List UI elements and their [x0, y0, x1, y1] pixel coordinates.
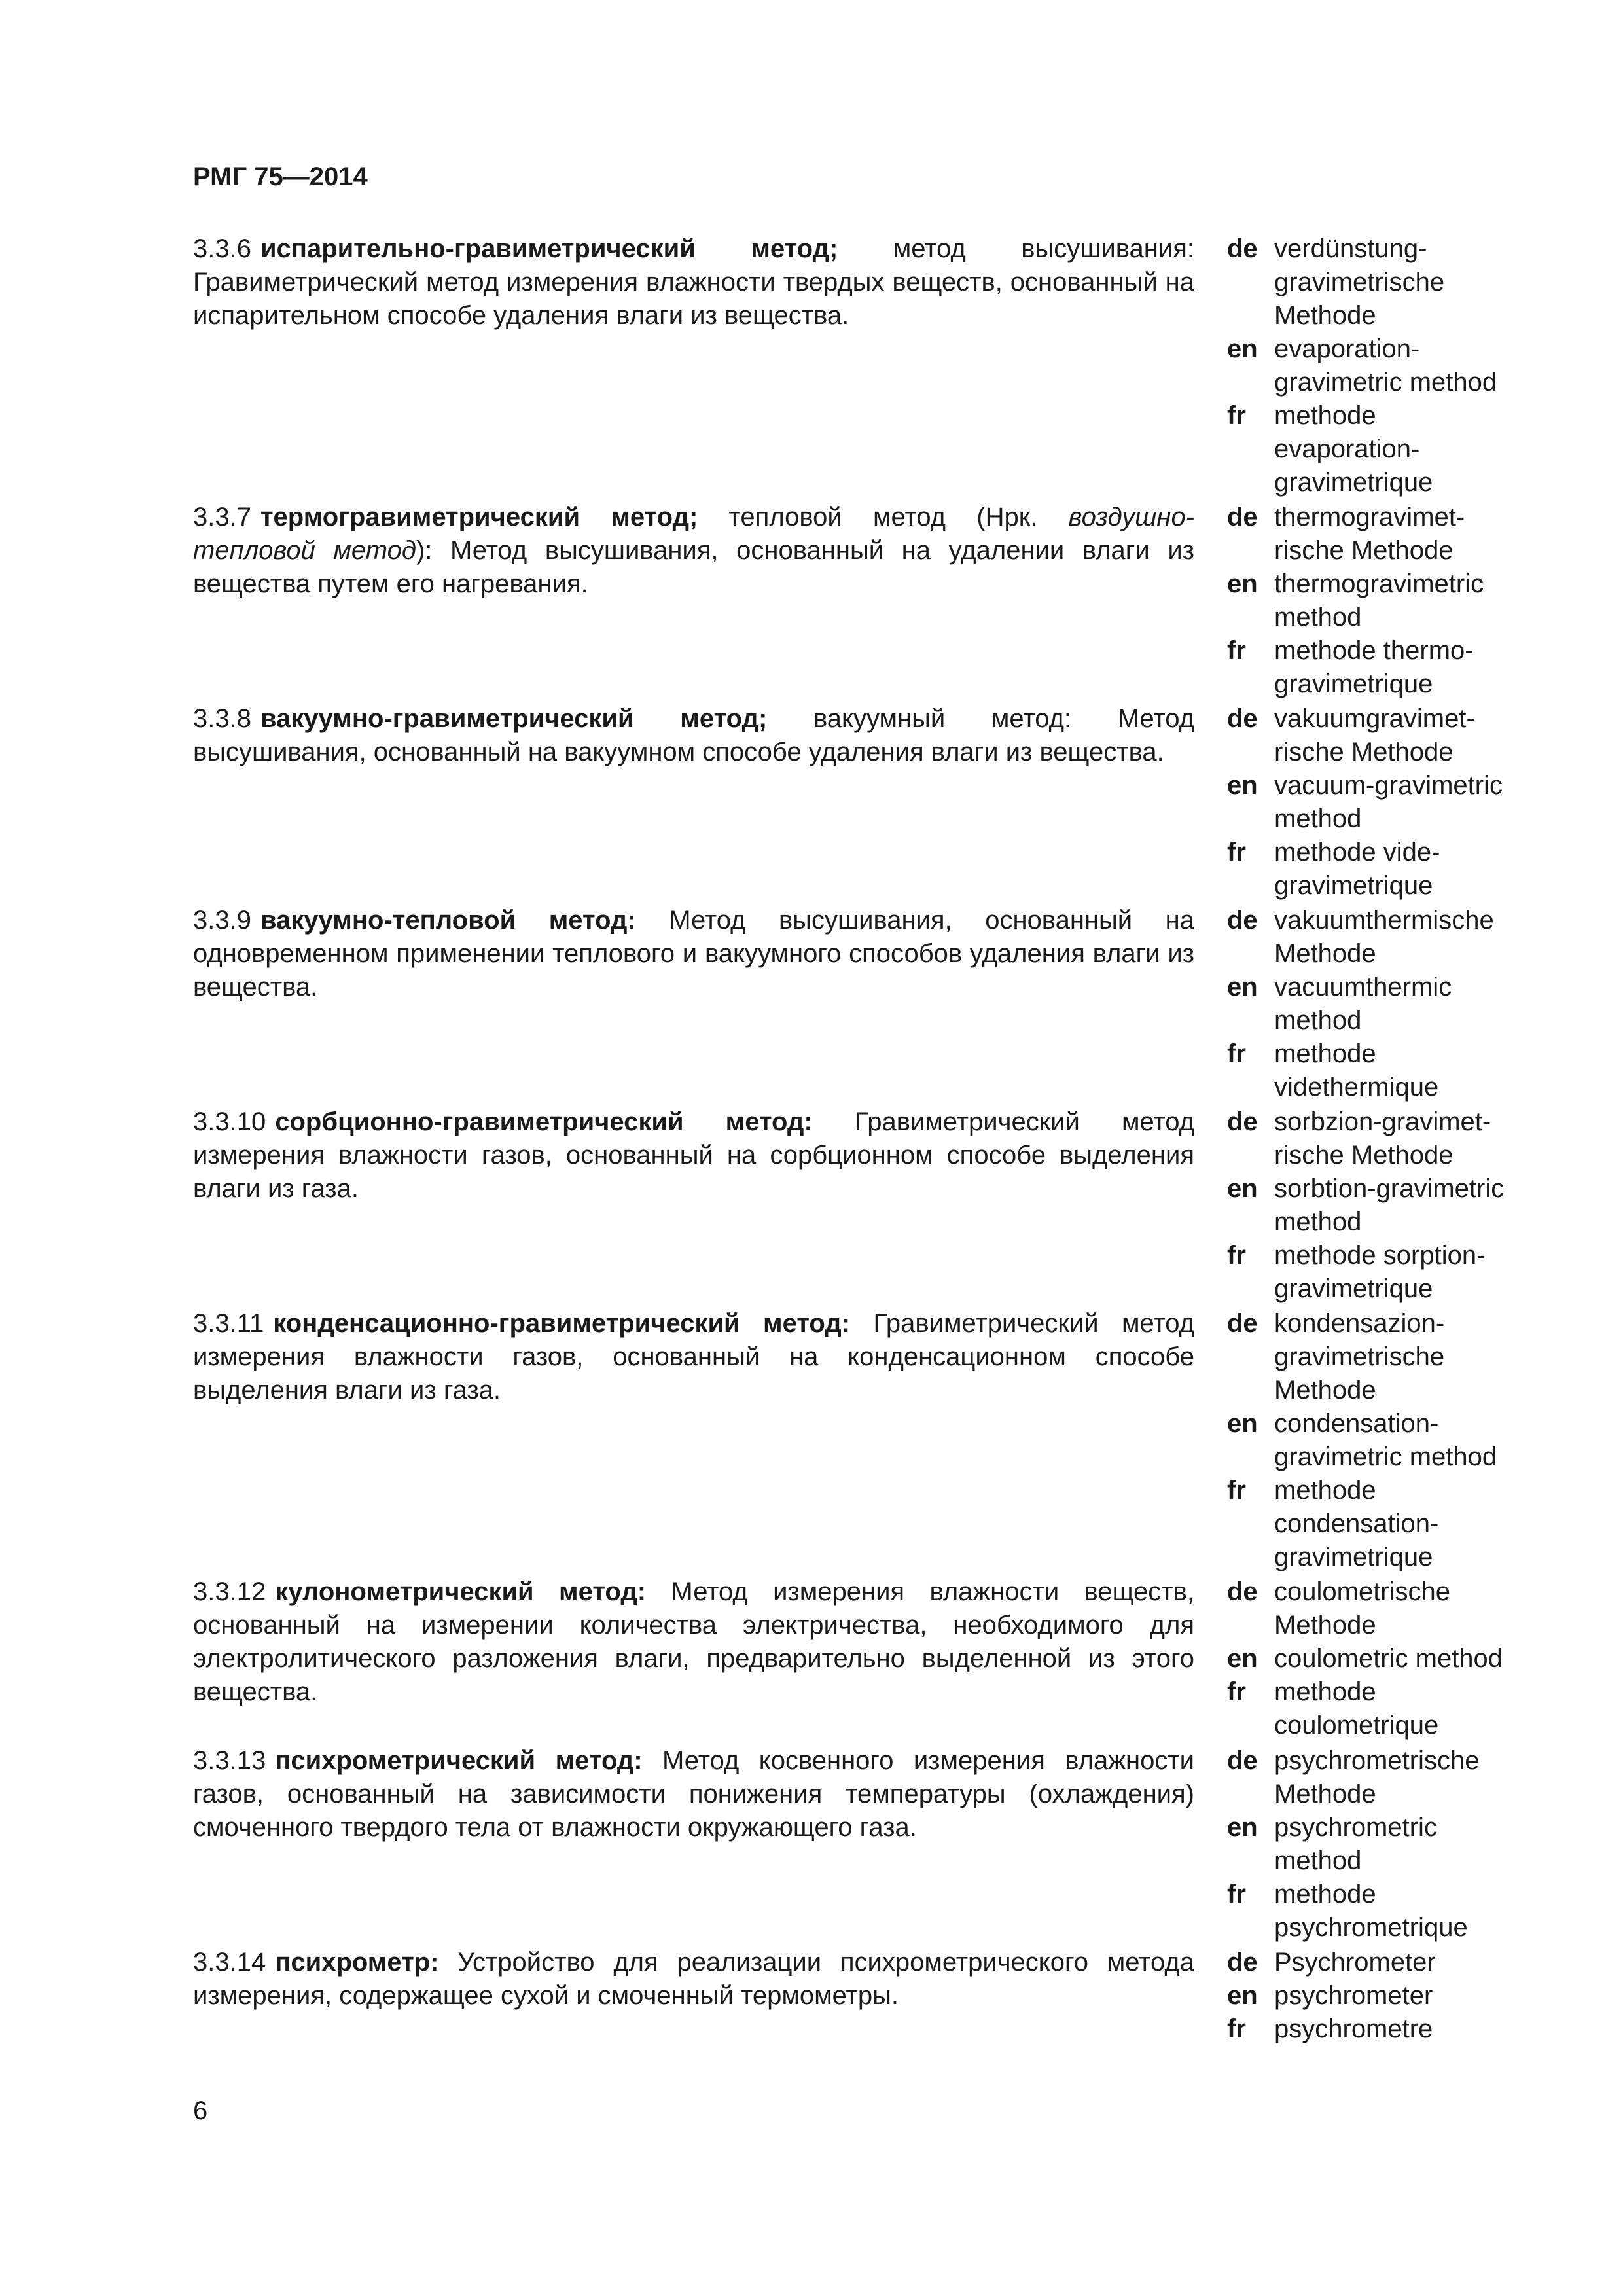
lang-code: en — [1227, 973, 1258, 1001]
lang-code: fr — [1227, 2015, 1246, 2043]
term-text: метод высушивания: Гравиметрический метод измерения влажности твердых веществ, основанный на испарительном способе удаления влаги из вещества. — [193, 234, 1194, 330]
lang-code: de — [1227, 1746, 1258, 1775]
language-equivalents — [1227, 1307, 1528, 1574]
lang-text: coulometric method — [1274, 1644, 1503, 1673]
lang-row-fr — [1227, 1676, 1528, 1742]
lang-text: psychrometer — [1274, 1981, 1433, 2010]
term-text: Метод высушивания, основанный на одновременном применении теплового и вакуумного способов удаления влаги из вещества. — [193, 906, 1194, 1001]
term-text: вакуумный метод: Метод высушивания, основанный на вакуумном способе удаления влаги из вещества. — [193, 704, 1194, 766]
entry-number: 3.3.9 — [193, 906, 251, 935]
lang-text: vakuumgravimet- rische Methode — [1274, 704, 1475, 766]
entry-number: 3.3.7 — [193, 503, 251, 531]
lang-row-en — [1227, 332, 1528, 399]
language-equivalents — [1227, 904, 1528, 1104]
lang-code: en — [1227, 334, 1258, 363]
term-title: кулонометрический метод: — [275, 1577, 647, 1606]
lang-code: en — [1227, 1644, 1258, 1673]
lang-text: psychrometrische Methode — [1274, 1746, 1480, 1808]
entry-number: 3.3.8 — [193, 704, 251, 733]
lang-row-de — [1227, 232, 1528, 332]
lang-row-en — [1227, 1979, 1528, 2013]
lang-code: de — [1227, 234, 1258, 263]
lang-code: en — [1227, 1813, 1258, 1842]
lang-code: en — [1227, 569, 1258, 598]
lang-row-en — [1227, 1811, 1528, 1878]
lang-text: sorbzion-gravimet- rische Methode — [1274, 1107, 1491, 1170]
term-title: сорбционно-гравиметрический метод: — [275, 1107, 813, 1136]
lang-text: thermogravimetric method — [1274, 569, 1484, 632]
lang-text: verdünstung- gravimetrische Methode — [1274, 234, 1445, 330]
lang-code: de — [1227, 704, 1258, 733]
lang-row-fr — [1227, 2013, 1528, 2046]
language-equivalents — [1227, 501, 1528, 701]
lang-row-de — [1227, 702, 1528, 769]
document-header: РМГ 75—2014 — [193, 162, 368, 191]
lang-text: vacuum-gravimetric method — [1274, 771, 1503, 833]
lang-text: psychrometre — [1274, 2015, 1433, 2043]
lang-text: vakuumthermische Methode — [1274, 906, 1494, 968]
term-text: Метод измерения влажности веществ, основанный на измерении количества электричества, необходимого для электролитического разложения влаги, предварительно выделенной из этого вещества. — [193, 1577, 1194, 1706]
lang-code: fr — [1227, 401, 1246, 430]
term-definition — [193, 904, 1194, 1004]
term-title: конденсационно-гравиметрический метод: — [273, 1309, 851, 1338]
term-text: Устройство для реализации психрометрического метода измерения, содержащее сухой и смоченный термометры. — [193, 1948, 1194, 2010]
term-definition — [193, 232, 1194, 332]
lang-text: methode condensation- gravimetrique — [1274, 1476, 1439, 1571]
entry-number: 3.3.6 — [193, 234, 251, 263]
language-equivalents — [1227, 702, 1528, 903]
term-text: Метод косвенного измерения влажности газов, основанный на зависимости понижения температуры (охлаждения) смоченного твердого тела от влажности окружающего газа. — [193, 1746, 1194, 1842]
language-equivalents — [1227, 232, 1528, 499]
lang-row-de — [1227, 1744, 1528, 1811]
lang-code: en — [1227, 1174, 1258, 1203]
lang-code: en — [1227, 771, 1258, 800]
lang-code: fr — [1227, 1476, 1246, 1505]
entry-number: 3.3.10 — [193, 1107, 266, 1136]
lang-row-en — [1227, 1172, 1528, 1239]
lang-code: fr — [1227, 1241, 1246, 1270]
term-definition — [193, 1575, 1194, 1709]
lang-row-de — [1227, 1946, 1528, 1979]
term-text-pre: тепловой метод (Нрк. — [698, 503, 1069, 531]
lang-code: de — [1227, 503, 1258, 531]
deprecated-synonym: воздушно-тепловой метод — [193, 503, 1195, 565]
lang-row-de — [1227, 1105, 1528, 1172]
term-title: вакуумно-гравиметрический метод; — [260, 704, 768, 733]
term-title: испарительно-гравиметрический метод; — [260, 234, 838, 263]
lang-text: evaporation- gravimetric method — [1274, 334, 1497, 397]
entry-number: 3.3.12 — [193, 1577, 266, 1606]
page-number: 6 — [193, 2096, 208, 2125]
lang-text: Psychrometer — [1274, 1948, 1436, 1977]
lang-text: kondensazion- gravimetrische Methode — [1274, 1309, 1445, 1405]
lang-row-de — [1227, 904, 1528, 971]
lang-text: methode thermo- gravimetrique — [1274, 636, 1474, 698]
entry-number: 3.3.13 — [193, 1746, 266, 1775]
lang-text: psychrometric method — [1274, 1813, 1437, 1875]
term-title: психрометр: — [275, 1948, 439, 1977]
lang-row-de — [1227, 1307, 1528, 1407]
lang-code: fr — [1227, 636, 1246, 665]
lang-code: en — [1227, 1409, 1258, 1438]
lang-row-fr — [1227, 836, 1528, 903]
lang-row-en — [1227, 1407, 1528, 1474]
lang-row-fr — [1227, 1037, 1528, 1104]
lang-row-fr — [1227, 399, 1528, 499]
lang-code: de — [1227, 1577, 1258, 1606]
lang-text: sorbtion-gravimetric method — [1274, 1174, 1505, 1236]
term-definition — [193, 1744, 1194, 1844]
lang-row-fr — [1227, 1474, 1528, 1574]
term-definition — [193, 1946, 1194, 2013]
lang-row-fr — [1227, 1239, 1528, 1306]
lang-row-en — [1227, 1642, 1528, 1676]
lang-row-en — [1227, 769, 1528, 836]
lang-code: de — [1227, 906, 1258, 935]
lang-text: condensation- gravimetric method — [1274, 1409, 1497, 1471]
lang-code: fr — [1227, 838, 1246, 867]
term-title: вакуумно-тепловой метод: — [260, 906, 636, 935]
lang-text: methode videthermique — [1274, 1039, 1439, 1102]
term-definition — [193, 1307, 1194, 1407]
term-text: Гравиметрический метод измерения влажности газов, основанный на сорбционном способе выделения влаги из газа. — [193, 1107, 1195, 1203]
lang-text: methode coulometrique — [1274, 1677, 1439, 1740]
lang-text: thermogravimet- rische Methode — [1274, 503, 1465, 565]
term-definition — [193, 702, 1194, 769]
lang-code: fr — [1227, 1880, 1246, 1909]
term-title: психрометрический метод: — [275, 1746, 643, 1775]
term-definition — [193, 1105, 1194, 1206]
term-title: термогравиметрический метод; — [260, 503, 698, 531]
lang-code: de — [1227, 1107, 1258, 1136]
lang-text: methode vide- gravimetrique — [1274, 838, 1440, 900]
term-text: ): Метод высушивания, основанный на удалении влаги из вещества путем его нагревания. — [193, 536, 1194, 598]
lang-code: fr — [1227, 1039, 1246, 1068]
language-equivalents — [1227, 1105, 1528, 1306]
language-equivalents — [1227, 1744, 1528, 1945]
lang-row-en — [1227, 971, 1528, 1037]
lang-code: fr — [1227, 1677, 1246, 1706]
lang-row-de — [1227, 1575, 1528, 1642]
lang-text: methode psychrometrique — [1274, 1880, 1468, 1942]
term-text: Гравиметрический метод измерения влажности газов, основанный на конденсационном способе выделения влаги из газа. — [193, 1309, 1194, 1405]
entry-number: 3.3.11 — [193, 1309, 264, 1338]
lang-text: methode evaporation- gravimetrique — [1274, 401, 1433, 497]
lang-row-fr — [1227, 1878, 1528, 1945]
entry-number: 3.3.14 — [193, 1948, 266, 1977]
lang-text: vacuumthermic method — [1274, 973, 1452, 1035]
lang-code: en — [1227, 1981, 1258, 2010]
lang-code: de — [1227, 1309, 1258, 1338]
lang-row-de — [1227, 501, 1528, 567]
term-definition — [193, 501, 1194, 601]
lang-text: coulometrische Methode — [1274, 1577, 1451, 1640]
lang-row-en — [1227, 567, 1528, 634]
lang-code: de — [1227, 1948, 1258, 1977]
lang-row-fr — [1227, 634, 1528, 701]
language-equivalents — [1227, 1575, 1528, 1742]
language-equivalents — [1227, 1946, 1528, 2046]
lang-text: methode sorption- gravimetrique — [1274, 1241, 1486, 1303]
